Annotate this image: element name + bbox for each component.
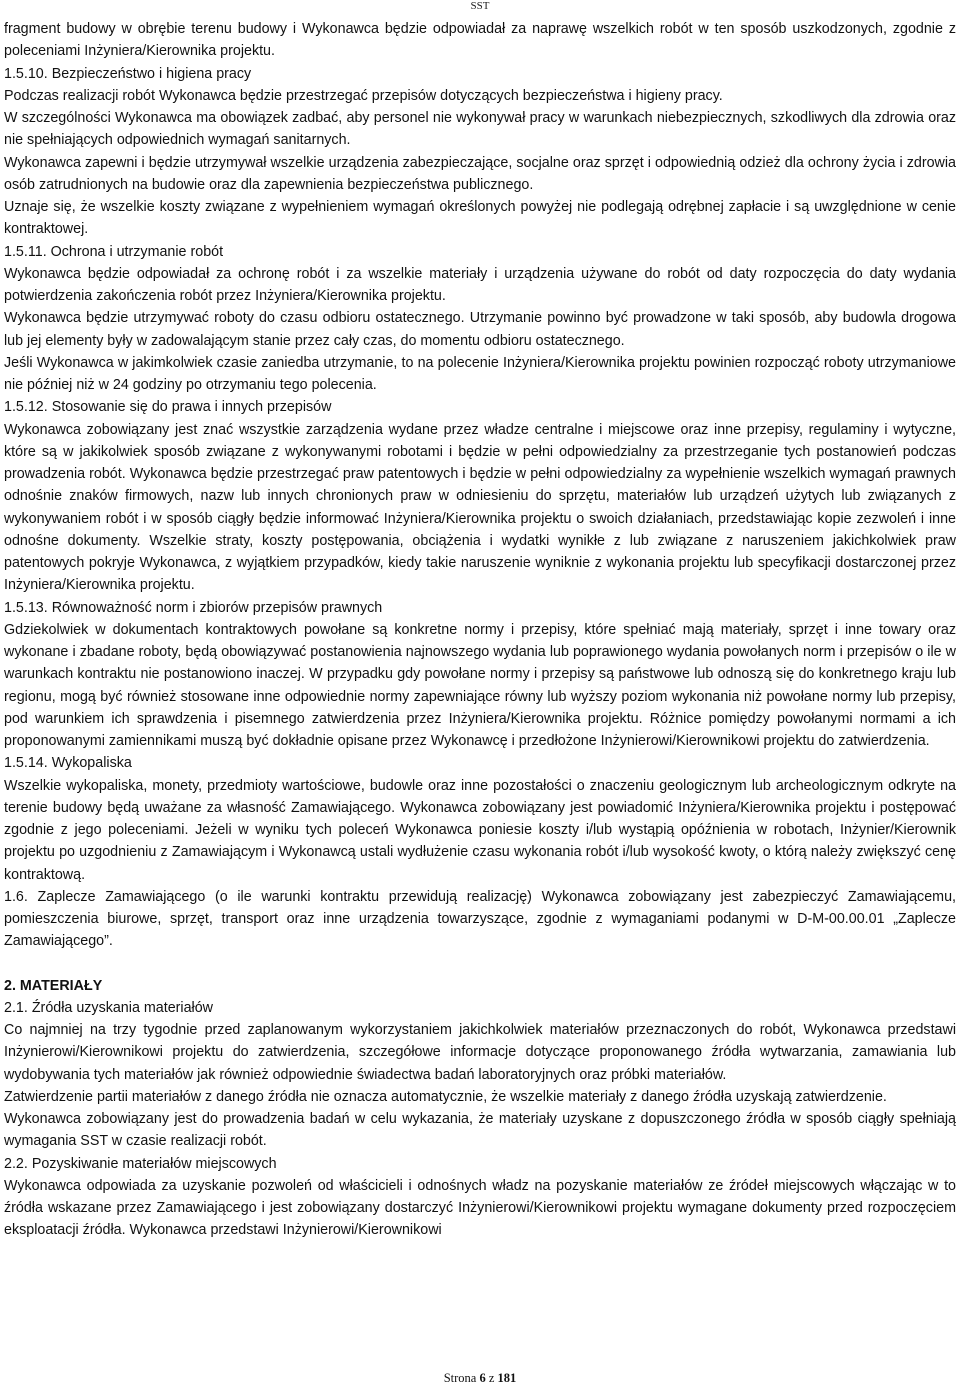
header-label: SST	[470, 0, 490, 12]
chapter-heading: 2. MATERIAŁY	[4, 977, 103, 994]
section-heading: 1.5.13. Równoważność norm i zbiorów przepisów prawnych	[4, 599, 383, 616]
paragraph: Uznaje się, że wszelkie koszty związane z wypełnieniem wymagań określonych powyżej nie podlegają odrębnej zapłacie i są uwzględnione w cenie kontraktowej.	[4, 199, 956, 238]
paragraph: Co najmniej na trzy tygodnie przed zaplanowanym wykorzystaniem jakichkolwiek materiałów przeznaczonych do robót, Wykonawca przedstawi Inżynierowi/Kierownikowi projektu do zatwierdzenia, szczegółowe informacje dotyczące proponowanego źródła wytwarzania, zamawiania lub wydobywania tych materiałów jak również odpowiednie świadectwa badań laboratoryjnych oraz próbki materiałów.	[4, 1022, 956, 1083]
page-separator: z	[488, 1371, 495, 1385]
paragraph: fragment budowy w obrębie terenu budowy i Wykonawca będzie odpowiadał za naprawę wszelkich robót w ten sposób uszkodzonych, zgodnie z poleceniami Inżyniera/Kierownika projektu.	[4, 21, 956, 60]
section-heading: 1.5.14. Wykopaliska	[4, 755, 132, 772]
paragraph: Zatwierdzenie partii materiałów z danego źródła nie oznacza automatycznie, że wszelkie materiały z danego źródła uzyskają zatwierdzenie.	[4, 1088, 887, 1105]
page-total: 181	[497, 1371, 517, 1385]
page-number: 6	[479, 1371, 486, 1385]
paragraph: Wykonawca odpowiada za uzyskanie pozwoleń od właścicieli i odnośnych władz na pozyskanie materiałów ze źródeł miejscowych włączając w to źródła wskazane przez Zamawiającego i jest zobowiązany dostarczyć Inżynierowi/Kierownikowi projektu wymagane dokumenty przed rozpoczęciem eksploatacji źródła. Wykonawca przedstawi Inżynierowi/Kierownikowi	[4, 1177, 956, 1239]
paragraph: Wykonawca będzie odpowiadał za ochronę robót i za wszelkie materiały i urządzenia używane do robót od daty rozpoczęcia do daty wydania potwierdzenia zakończenia robót przez Inżyniera/Kierownika projektu.	[4, 265, 956, 304]
document-body	[4, 18, 956, 1242]
page-label: Strona	[443, 1371, 477, 1385]
section-heading: 1.5.12. Stosowanie się do prawa i innych przepisów	[4, 399, 332, 416]
page-header	[0, 0, 960, 12]
paragraph: Wykonawca będzie utrzymywać roboty do czasu odbioru ostatecznego. Utrzymanie powinno być prowadzone w taki sposób, aby budowla drogowa lub jej elementy były w zadowalającym stanie przez cały czas, do momentu odbioru ostatecznego.	[4, 310, 956, 349]
section-heading: 1.5.10. Bezpieczeństwo i higiena pracy	[4, 65, 252, 82]
paragraph: Jeśli Wykonawca w jakimkolwiek czasie zaniedba utrzymanie, to na polecenie Inżyniera/Kierownika projektu powinien rozpocząć roboty utrzymaniowe nie później niż w 24 godziny po otrzymaniu tego polecenia.	[4, 354, 956, 393]
paragraph: Wykonawca zapewni i będzie utrzymywał wszelkie urządzenia zabezpieczające, socjalne oraz sprzęt i odpowiednią odzież dla ochrony życia i zdrowia osób zatrudnionych na budowie oraz dla zapewnienia bezpieczeństwa publicznego.	[4, 154, 956, 193]
section-heading: 2.2. Pozyskiwanie materiałów miejscowych	[4, 1155, 277, 1172]
paragraph: 1.6. Zaplecze Zamawiającego (o ile warunki kontraktu przewidują realizację) Wykonawca zobowiązany jest zabezpieczyć Zamawiającemu, pomieszczenia biurowe, sprzęt, transport oraz inne urządzenia towarzyszące, zgodnie z wymaganiami podanymi w D-M-00.00.01 „Zaplecze Zamawiającego”.	[4, 888, 956, 950]
paragraph: Wykonawca zobowiązany jest do prowadzenia badań w celu wykazania, że materiały uzyskane z dopuszczonego źródła w sposób ciągły spełniają wymagania SST w czasie realizacji robót.	[4, 1111, 956, 1150]
section-heading: 2.1. Źródła uzyskania materiałów	[4, 999, 213, 1016]
paragraph: Wykonawca zobowiązany jest znać wszystkie zarządzenia wydane przez władze centralne i miejscowe oraz inne przepisy, regulaminy i wytyczne, które są w jakikolwiek sposób związane z wykonywanymi robotami i będzie w pełni odpowiedzialny za przestrzeganie tych postanowień podczas prowadzenia robót. Wykonawca będzie przestrzegać praw patentowych i będzie w pełni odpowiedzialny za wypełnienie wszelkich wymagań prawnych odnośnie znaków firmowych, nazw lub innych chronionych praw w odniesieniu do sprzętu, materiałów lub urządzeń użytych lub związanych z wykonywaniem robót i w sposób ciągły będzie informować Inżyniera/Kierownika projektu o swoich działaniach, przedstawiając kopie zezwoleń i inne odnośne dokumenty. Wszelkie straty, koszty postępowania, obciążenia i wydatki wynikłe z lub związane z naruszeniem jakichkolwiek praw patentowych pokryje Wykonawca, z wyjątkiem przypadków, kiedy takie naruszenie wyniknie z wykonania projektu lub specyfikacji dostarczonej przez Inżyniera/Kierownika projektu.	[4, 421, 956, 594]
paragraph: Wszelkie wykopaliska, monety, przedmioty wartościowe, budowle oraz inne pozostałości o znaczeniu geologicznym lub archeologicznym odkryte na terenie budowy będą uważane za własność Zamawiającego. Wykonawca zobowiązany jest powiadomić Inżyniera/Kierownika projektu i postępować zgodnie z jego poleceniami. Jeżeli w wyniku tych poleceń Wykonawca poniesie koszty i/lub wystąpią opóźnienia w robotach, Inżynier/Kierownik projektu po uzgodnieniu z Zamawiającym i Wykonawcą ustali wydłużenie czasu wykonania robót i/lub wysokość kwoty, o którą należy zwiększyć cenę kontraktową.	[4, 777, 956, 883]
page-footer	[0, 1370, 960, 1386]
paragraph: Gdziekolwiek w dokumentach kontraktowych powołane są konkretne normy i przepisy, które spełniać mają materiały, sprzęt i inne towary oraz wykonane i zbadane roboty, będą obowiązywać postanowienia najnowszego wydania lub poprawionego wydania powołanych norm i przepisów o ile w warunkach kontraktu nie postanowiono inaczej. W przypadku gdy powołane normy i przepisy są państwowe lub odnoszą się do konkretnego kraju lub regionu, mogą być również stosowane inne odpowiednie normy zapewniające równy lub wyższy poziom wykonania niż powołane normy lub przepisy, pod warunkiem ich sprawdzenia i pisemnego zatwierdzenia przez Inżyniera/Kierownika projektu. Różnice pomiędzy powołanymi normami a ich proponowanymi zamiennikami muszą być dokładnie opisane przez Wykonawcę i przedłożone Inżynierowi/Kierownikowi projektu do zatwierdzenia.	[4, 621, 956, 749]
paragraph: W szczególności Wykonawca ma obowiązek zadbać, aby personel nie wykonywał pracy w warunkach niebezpiecznych, szkodliwych dla zdrowia oraz nie spełniających odpowiednich wymagań sanitarnych.	[4, 110, 956, 149]
section-heading: 1.5.11. Ochrona i utrzymanie robót	[4, 243, 224, 260]
paragraph: Podczas realizacji robót Wykonawca będzie przestrzegać przepisów dotyczących bezpieczeństwa i higieny pracy.	[4, 87, 723, 104]
